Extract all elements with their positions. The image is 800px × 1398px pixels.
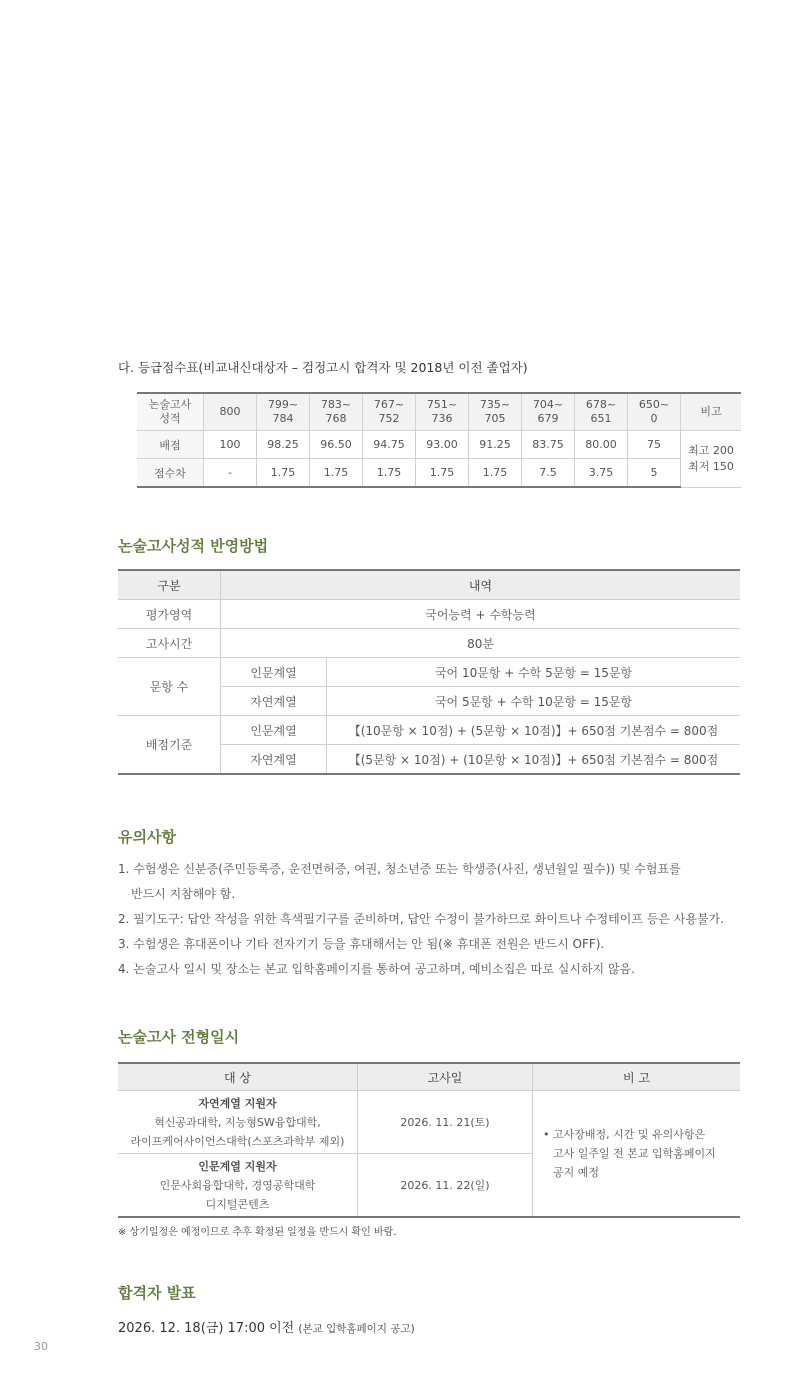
value-cell: 1.75 [416, 459, 469, 488]
row-value: 80분 [221, 629, 741, 658]
range-line: 679 [537, 412, 559, 425]
value-cell: 100 [204, 431, 257, 459]
remark-line: 공지 예정 [553, 1166, 600, 1179]
range-line: 784 [272, 412, 294, 425]
value-cell: 80.00 [575, 431, 628, 459]
range-line: 751~ [426, 398, 458, 411]
range-line: 678~ [585, 398, 617, 411]
announce-note: (본교 입학홈페이지 공고) [298, 1323, 415, 1335]
value-cell: - [204, 459, 257, 488]
range-line: 705 [484, 412, 506, 425]
schedule-head-target: 대 상 [118, 1063, 358, 1091]
schedule-head-date: 고사일 [358, 1063, 533, 1091]
range-cell [204, 393, 257, 431]
range-cell [363, 393, 416, 431]
track-label: 자연계열 [221, 687, 327, 716]
value-cell: 83.75 [522, 431, 575, 459]
announce-date: 2026. 12. 18(금) 17:00 이전 [118, 1321, 295, 1336]
range-cell [575, 393, 628, 431]
value-cell: 98.25 [257, 431, 310, 459]
range-line: 0 [650, 412, 658, 425]
exam-date: 2026. 11. 21(토) [358, 1091, 533, 1154]
table-row [137, 459, 741, 488]
remark-line: 고사 일주일 전 본교 입학홈페이지 [553, 1147, 716, 1160]
range-line: 783~ [320, 398, 352, 411]
target-line: 혁신공과대학, 지능형SW융합대학, [154, 1115, 321, 1129]
range-cell [469, 393, 522, 431]
method-head-category: 구분 [118, 570, 221, 600]
row-label: 평가영역 [118, 600, 221, 629]
notes-list [118, 857, 758, 982]
range-line: 800 [219, 405, 241, 418]
grade-score-table [137, 392, 741, 488]
announce-line [118, 1317, 415, 1336]
row-label: 배점기준 [118, 716, 221, 775]
value-cell: 1.75 [363, 459, 416, 488]
table-row [118, 658, 740, 687]
row-label: 점수차 [137, 459, 204, 488]
table-row [118, 600, 740, 629]
method-head-detail: 내역 [221, 570, 741, 600]
grade-table-header [137, 393, 741, 431]
value-cell: 94.75 [363, 431, 416, 459]
value-cell: 1.75 [469, 459, 522, 488]
method-table [118, 569, 740, 775]
value-cell: 93.00 [416, 431, 469, 459]
schedule-section-title: 논술고사 전형일시 [118, 1028, 240, 1046]
range-cell [628, 393, 681, 431]
target-group: 인문계열 지원자 [198, 1159, 277, 1173]
remark-line: • 고사장배정, 시간 및 유의사항은 [543, 1128, 706, 1141]
remark-line: 최저 150 [688, 459, 734, 473]
schedule-remark [533, 1091, 741, 1218]
schedule-table [118, 1062, 740, 1218]
row-value: 【(10문항 × 10점) + (5문항 × 10점)】+ 650점 기본점수 = 800점 [327, 716, 741, 745]
page-number: 30 [34, 1340, 48, 1353]
target-line: 디지털콘텐츠 [205, 1197, 270, 1211]
row-label: 배점 [137, 431, 204, 459]
announce-section-title: 합격자 발표 [118, 1284, 196, 1302]
row-value: 【(5문항 × 10점) + (10문항 × 10점)】+ 650점 기본점수 = 800점 [327, 745, 741, 775]
range-line: 767~ [373, 398, 405, 411]
range-line: 736 [431, 412, 453, 425]
range-cell [522, 393, 575, 431]
value-cell: 96.50 [310, 431, 363, 459]
list-item: 4. 논술고사 일시 및 장소는 본교 입학홈페이지를 통하여 공고하며, 예비소집은 따로 실시하지 않음. [118, 962, 635, 976]
target-line: 라이프케어사이언스대학(스포츠과학부 제외) [130, 1134, 345, 1148]
list-item: 2. 필기도구: 답안 작성을 위한 흑색필기구를 준비하며, 답안 수정이 불가하므로 화이트나 수정테이프 등은 사용불가. [118, 912, 724, 926]
value-cell: 1.75 [257, 459, 310, 488]
range-cell [257, 393, 310, 431]
header-label-line: 성적 [159, 412, 181, 425]
value-cell: 3.75 [575, 459, 628, 488]
header-label-line: 논술고사 [148, 398, 192, 411]
remark-line: 최고 200 [688, 443, 734, 457]
row-label: 문항 수 [118, 658, 221, 716]
range-cell [416, 393, 469, 431]
value-cell: 7.5 [522, 459, 575, 488]
range-line: 651 [590, 412, 612, 425]
grade-table-caption: 다. 등급점수표(비교내신대상자 – 검정고시 합격자 및 2018년 이전 졸업자) [118, 360, 528, 375]
table-row [118, 1091, 740, 1154]
range-line: 735~ [479, 398, 511, 411]
list-item: 반드시 지참해야 함. [131, 887, 236, 901]
range-line: 650~ [638, 398, 670, 411]
value-cell: 1.75 [310, 459, 363, 488]
range-cell [310, 393, 363, 431]
target-line: 인문사회융합대학, 경영공학대학 [159, 1178, 316, 1192]
remark-header: 비고 [681, 393, 742, 431]
value-cell: 91.25 [469, 431, 522, 459]
method-header [118, 570, 740, 600]
range-line: 704~ [532, 398, 564, 411]
method-section-title: 논술고사성적 반영방법 [118, 537, 269, 555]
list-item: 1. 수험생은 신분증(주민등록증, 운전면허증, 여권, 청소년증 또는 학생증(사진, 생년월일 필수)) 및 수험표를 [118, 862, 681, 876]
value-cell: 75 [628, 431, 681, 459]
row-value: 국어능력 + 수학능력 [221, 600, 741, 629]
range-line: 768 [325, 412, 347, 425]
schedule-head-remark: 비 고 [533, 1063, 741, 1091]
target-cell [118, 1091, 358, 1154]
remark-cell [681, 431, 742, 488]
exam-date: 2026. 11. 22(일) [358, 1154, 533, 1218]
target-group: 자연계열 지원자 [198, 1096, 277, 1110]
table-row [118, 629, 740, 658]
value-cell: 5 [628, 459, 681, 488]
target-cell [118, 1154, 358, 1218]
schedule-header [118, 1063, 740, 1091]
track-label: 인문계열 [221, 716, 327, 745]
range-line: 799~ [267, 398, 299, 411]
track-label: 인문계열 [221, 658, 327, 687]
schedule-footnote: ※ 상기일정은 예정이므로 추후 확정된 일정을 반드시 확인 바람. [118, 1227, 397, 1238]
track-label: 자연계열 [221, 745, 327, 775]
header-label [137, 393, 204, 431]
table-row [137, 431, 741, 459]
row-value: 국어 5문항 + 수학 10문항 = 15문항 [327, 687, 741, 716]
list-item: 3. 수험생은 휴대폰이나 기타 전자기기 등을 휴대해서는 안 됨(※ 휴대폰 전원은 반드시 OFF). [118, 937, 605, 951]
table-row [118, 716, 740, 745]
row-label: 고사시간 [118, 629, 221, 658]
range-line: 752 [378, 412, 400, 425]
notes-section-title: 유의사항 [118, 828, 176, 846]
row-value: 국어 10문항 + 수학 5문항 = 15문항 [327, 658, 741, 687]
